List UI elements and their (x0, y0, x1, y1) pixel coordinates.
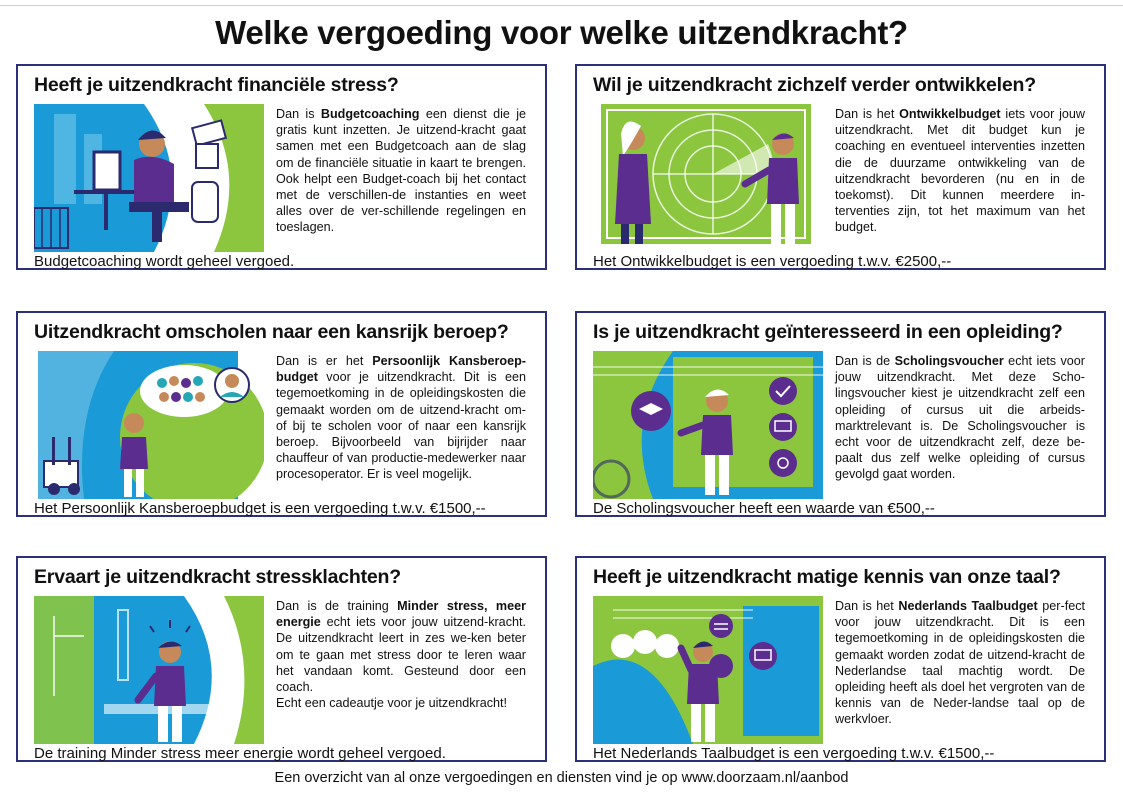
body-text: een dienst die je gratis kunt inzetten. Je uitzend-kracht gaat samen met een Budgetcoach aan de slag om de financiële situatie in kaart te brengen. Ook helpt een Budget-coach bij het contact met de verschillen-de instanties en weet alles over de ver-schillende regelingen en toeslagen. (276, 107, 526, 235)
ontwikkelbudget-illustration (593, 104, 823, 252)
card-summary: Het Nederlands Taalbudget is een vergoeding t.w.v. €1500,-- (593, 745, 995, 762)
body-text: per-fect voor jouw uitzendkracht. Dit is een tegemoetkoming in de opleidingskosten die gemaakt worden zodat de uitzend-kracht de Nederlandse taal machtig wordt. De opleiding heeft als doel het vergroten van de kennis van de Neder-landse taal op de werkvloer. (835, 599, 1085, 727)
card-summary: De Scholingsvoucher heeft een waarde van €500,-- (593, 500, 935, 517)
card-summary: De training Minder stress meer energie wordt geheel vergoed. (34, 745, 446, 762)
card-ontwikkelbudget (575, 64, 1106, 270)
service-name: Minder stress, meer energie (276, 599, 526, 630)
card-title: Ervaart je uitzendkracht stressklachten? (34, 566, 401, 588)
card-budgetcoaching (16, 64, 547, 270)
body-text: Dan is het (835, 599, 899, 613)
card-body (835, 598, 1085, 728)
service-name: Scholingsvoucher (894, 354, 1004, 368)
body-text: Dan is de (835, 354, 895, 368)
body-text: Dan is (276, 107, 321, 121)
card-body (276, 106, 526, 236)
card-body (835, 353, 1085, 483)
body-text: echt iets voor jouw uitzendkracht. Met deze Scho-lingsvoucher kiest je uitzendkracht zelf een opleiding of cursus uit die arbeids-marktrelevant is. De Scholingsvoucher is echt voor de uitzendkracht zelf, deze be-paalt dus zelf welke opleiding of cursus gevolgd gaat worden. (835, 354, 1085, 482)
card-taalbudget (575, 556, 1106, 762)
card-title: Is je uitzendkracht geïnteresseerd in een opleiding? (593, 321, 1063, 343)
card-title: Heeft je uitzendkracht financiële stress? (34, 74, 399, 96)
stress-training-illustration (34, 596, 264, 744)
service-name: Nederlands Taalbudget (898, 599, 1038, 613)
card-summary: Het Persoonlijk Kansberoepbudget is een vergoeding t.w.v. €1500,-- (34, 500, 486, 517)
card-title: Uitzendkracht omscholen naar een kansrijk beroep? (34, 321, 509, 343)
body-extra-text: Echt een cadeautje voor je uitzendkracht! (276, 696, 508, 711)
body-text: Dan is er het (276, 354, 373, 368)
footer-text: Een overzicht van al onze vergoedingen en diensten vind je op www.doorzaam.nl/aanbod (274, 770, 849, 786)
service-name: Ontwikkelbudget (899, 107, 1001, 121)
kansberoep-illustration (34, 351, 264, 499)
budgetcoaching-illustration (34, 104, 264, 252)
card-body (835, 106, 1085, 236)
page-title: Welke vergoeding voor welke uitzendkracht? (215, 14, 908, 51)
card-minder-stress (16, 556, 547, 762)
top-rule (0, 5, 1123, 6)
body-text: voor je uitzendkracht. Dit is een tegemoetkoming in de opleidingskosten die gemaakt worden om de uitzend-kracht om- of bij te scholen voor of naar een kansrijk beroep. Bijvoorbeeld van bijrijder naar chauffeur of van productie-medewerker naar procesoperator. Er is veel mogelijk. (276, 370, 526, 482)
card-title: Heeft je uitzendkracht matige kennis van onze taal? (593, 566, 1061, 588)
service-name: Persoonlijk Kansberoep-budget (276, 354, 526, 385)
taalbudget-illustration (593, 596, 823, 744)
card-kansberoepbudget (16, 311, 547, 517)
service-name: Budgetcoaching (320, 107, 420, 121)
card-summary: Budgetcoaching wordt geheel vergoed. (34, 253, 295, 270)
body-text: iets voor jouw uitzendkracht. Met dit budget kun je coaching en eventueel interventies inzetten die de duurzame ontwikkeling van de uitzendkracht bevorderen (nu en in de toekomst). Dit kunnen meerdere in-terventies zijn, tot het maximum van het budget. (835, 107, 1086, 235)
body-text: echt iets voor jouw uitzend-kracht. De uitzendkracht leert in zes we-ken beter om te gaan met stress door te leren waar het vandaan komt. Gesteund door een coach. (276, 615, 526, 695)
card-scholingsvoucher (575, 311, 1106, 517)
body-text: Dan is de training (276, 599, 398, 613)
card-body (276, 598, 526, 711)
scholingsvoucher-illustration (593, 351, 823, 499)
card-body (276, 353, 526, 483)
card-title: Wil je uitzendkracht zichzelf verder ontwikkelen? (593, 74, 1036, 96)
body-text: Dan is het (835, 107, 900, 121)
card-summary: Het Ontwikkelbudget is een vergoeding t.w.v. €2500,-- (593, 253, 952, 270)
